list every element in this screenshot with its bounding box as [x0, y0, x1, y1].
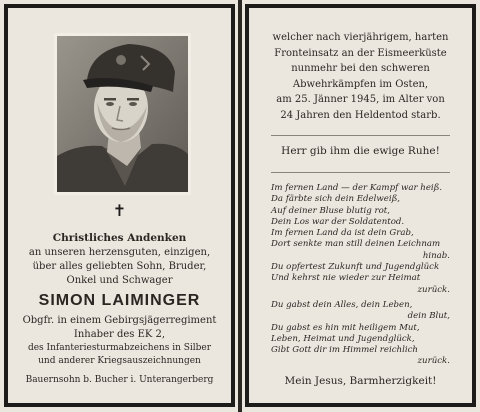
closing-prayer: Mein Jesus, Barmherzigkeit!: [284, 375, 437, 387]
prayer-line: Herr gib ihm die ewige Ruhe!: [281, 145, 440, 157]
divider-line: [271, 135, 450, 136]
poem-line: Im fernen Land — der Kampf war heiß.: [271, 183, 443, 193]
notice-line: Fronteinsatz an der Eismeerküste: [274, 47, 447, 59]
poem-line-end: zurück.: [417, 356, 450, 367]
notice-line: am 25. Jänner 1945, im Alter von: [276, 94, 445, 106]
notice-line: 24 Jahren den Heldentod starb.: [280, 109, 441, 121]
poem-line: Da färbte sich dein Edelweiß,: [271, 194, 401, 205]
poem-line: Du gabst es hin mit heiligem Mut,: [271, 322, 420, 333]
poem-line-end: zurück.: [417, 284, 450, 295]
portrait-image: [57, 36, 188, 192]
memorial-text-left: [8, 230, 231, 387]
dedication-line: über alles geliebten Sohn, Bruder,: [32, 261, 207, 272]
award-line: und anderer Kriegsauszeichnungen: [38, 356, 201, 366]
divider-line: [271, 172, 450, 173]
left-card-border: [4, 4, 235, 407]
notice-line: welcher nach vierjährigem, harten: [272, 32, 449, 43]
poem-line: Dein Los war der Soldatentod.: [271, 216, 405, 227]
memorial-poem: [271, 183, 450, 368]
origin-line: Bauernsohn b. Bucher i. Unterangerberg: [25, 375, 214, 385]
award-line: Inhaber des EK 2,: [73, 329, 166, 340]
memorial-heading: Christliches Andenken: [52, 232, 187, 244]
deceased-name: SIMON LAIMINGER: [38, 292, 201, 309]
poem-line: Du opfertest Zukunft und Jugendglück: [271, 262, 440, 273]
right-card: [242, 0, 480, 412]
dedication-line: Onkel und Schwager: [66, 275, 173, 286]
poem-line: Dort senkte man still deinen Leichnam: [271, 239, 441, 250]
notice-line: nunmehr bei den schweren: [291, 63, 430, 75]
poem-line-end: dein Blut,: [407, 311, 450, 322]
award-line: des Infanteriesturmabzeichens in Silber: [27, 343, 212, 353]
dedication-line: an unseren herzensguten, einzigen,: [28, 247, 211, 258]
poem-line: Gibt Gott dir im Himmel reichlich: [271, 345, 418, 356]
poem-line: Auf deiner Bluse blutig rot,: [271, 205, 390, 216]
poem-line-end: hinab.: [422, 250, 450, 261]
left-card: [0, 0, 238, 412]
poem-line: Und kehrst nie wieder zur Heimat: [271, 273, 421, 284]
poem-line: Du gabst dein Alles, dein Leben,: [271, 299, 413, 310]
notice-line: Abwehrkämpfen im Osten,: [292, 78, 429, 90]
right-card-border: [245, 4, 476, 407]
poem-line: Leben, Heimat und Jugendglück,: [271, 333, 415, 344]
rank-line: Obgfr. in einem Gebirgsjägerregiment: [22, 315, 217, 326]
soldier-portrait-photo: [54, 33, 191, 195]
death-notice-text: [249, 30, 472, 124]
poem-line: Im fernen Land da ist dein Grab,: [271, 228, 414, 239]
cross-symbol: ✝: [112, 201, 127, 220]
